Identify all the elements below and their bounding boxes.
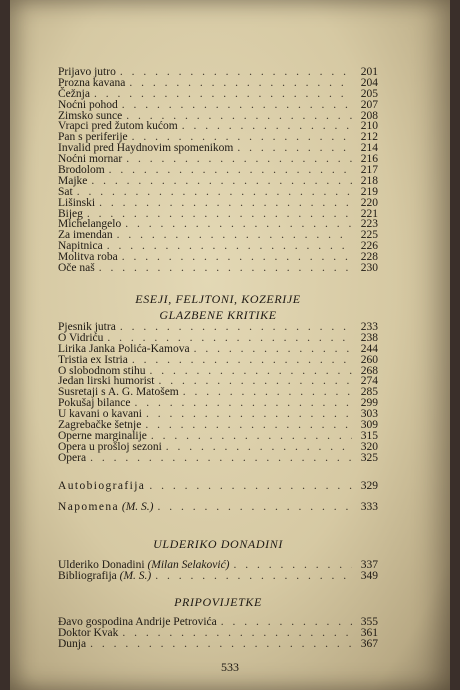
toc-entry [58,481,378,492]
dot-leader [125,219,352,230]
toc-entry-page: 214 [360,142,378,155]
toc-entry-page: 367 [360,637,378,650]
toc-list-donadini [58,560,378,582]
toc-entry-title-main: Jedan lirski humorist [58,375,155,388]
toc-entry-title-main: Bijeg [58,207,83,220]
toc-entry-title [58,453,86,464]
toc-entry-page: 238 [360,331,378,344]
toc-entry [58,176,378,187]
dot-leader [158,502,352,513]
toc-entry-page: 309 [360,419,378,432]
dot-leader [151,431,352,442]
toc-entry-page: 221 [360,207,378,220]
toc-entry-title-main: Vrapci pred žutom kućom [58,120,178,133]
dot-leader [158,376,352,387]
toc-entry-page: 299 [360,397,378,410]
toc-entry [58,187,378,198]
toc-entry-title-main: Oče naš [58,262,95,275]
toc-entry-page: 218 [360,174,378,187]
book-page [10,0,450,690]
dot-leader [99,263,352,274]
toc-entry-page: 226 [360,240,378,253]
toc-entry-page: 228 [360,251,378,264]
toc-entry-title [58,571,151,582]
toc-entry-title-note: (M. S.) [119,569,152,582]
dot-leader [120,322,352,333]
toc-notes [58,502,378,513]
dot-leader [150,366,352,377]
toc-entry [58,198,378,209]
toc-entry-page: 333 [360,501,378,513]
dot-leader [99,198,352,209]
toc-entry-page: 212 [360,131,378,144]
toc-entry [58,165,378,176]
toc-entry-title-main: Pjesnik jutra [58,321,116,333]
toc-entry [58,78,378,89]
toc-entry-page: 315 [360,429,378,442]
toc-entry-page: 268 [360,364,378,377]
toc-entry-page: 223 [360,218,378,231]
dot-leader [122,252,352,263]
toc-entry-title-main: Operne marginalije [58,429,147,442]
toc-entry [58,154,378,165]
toc-entry-page: 210 [360,120,378,133]
toc-autobiography [58,481,378,492]
toc-entry-page: 244 [360,342,378,355]
toc-entry-title-main: Dunja [58,637,87,650]
toc-list-stories [58,617,378,650]
dot-leader [155,571,352,582]
dot-leader [166,442,352,453]
toc-entry-title-main: Prijavo jutro [58,66,116,78]
toc-entry-title-main: Bibliografija [58,569,117,582]
toc-entry-title-main: Michelangelo [58,218,122,231]
toc-entry-page: 274 [360,375,378,388]
toc-entry-page: 303 [360,408,378,421]
toc-entry-title-main: Molitva roba [58,251,118,264]
toc-entry-title-main: U kavani o kavani [58,408,142,421]
toc-entry-title-main: Pokušaj bilance [58,397,131,410]
dot-leader [107,241,352,252]
toc-entry-page: 320 [360,440,378,453]
dot-leader [90,639,352,650]
toc-entry [58,322,378,333]
toc-entry-title-main: Susretaji s A. G. Matošem [58,386,179,399]
dot-leader [77,187,352,198]
toc-entry-page: 217 [360,164,378,177]
toc-entry-page: 216 [360,153,378,166]
dot-leader [149,481,352,492]
dot-leader [234,560,353,571]
toc-entry-title-main: Doktor Kvak [58,626,119,639]
toc-entry-title-main: Invalid pred Haydnovim spomenikom [58,142,234,155]
toc-entry-title-main: Zagrebačke šetnje [58,419,142,432]
toc-entry-page: 337 [360,559,378,571]
toc-entry [58,571,378,582]
toc-entry-page: 208 [360,109,378,122]
toc-entry-title-main: Noćni mornar [58,153,123,166]
toc-entry [58,502,378,513]
toc-entry-title-main: Noćni pohod [58,98,118,111]
toc-entry-title-main: Opera [58,451,87,464]
dot-leader [132,355,352,366]
dot-leader [117,230,352,241]
dot-leader [122,628,352,639]
toc-entry-page: 219 [360,185,378,198]
toc-list-poems [58,67,378,274]
dot-leader [120,67,352,78]
toc-entry-page: 329 [360,480,378,492]
toc-entry-page: 220 [360,196,378,209]
toc-entry-title-main: Ulderiko Donadini [58,559,145,571]
dot-leader [221,617,352,628]
toc-entry-title-main: Brodolom [58,164,105,177]
toc-entry-title-main: Đavo gospodina Andrije Petrovića [58,616,217,628]
section-heading-essays [58,292,378,323]
dot-leader [129,78,352,89]
toc-entry-title [58,639,86,650]
dot-leader [135,398,353,409]
toc-entry-page: 230 [360,262,378,275]
toc-entry-page: 233 [360,321,378,333]
dot-leader [87,209,352,220]
toc-entry-page: 325 [360,451,378,464]
toc-entry [58,442,378,453]
toc-entry-title: Autobiografija [58,480,146,492]
toc-entry [58,628,378,639]
dot-leader [145,420,352,431]
toc-entry-page: 207 [360,98,378,111]
dot-leader [194,344,352,355]
toc-entry [58,230,378,241]
section-heading-donadini: ULDERIKO DONADINI [153,537,283,551]
toc-entry-title-main: Napitnica [58,240,103,253]
toc-entry-title-main: Opera u prošloj sezoni [58,440,162,453]
dot-leader [146,409,352,420]
toc-entry-title-note: (M. S.) [121,501,154,513]
toc-entry-title-main: Lirika Janka Polića-Kamova [58,342,190,355]
dot-leader [183,387,352,398]
toc-entry-title-main: Tristia ex Istria [58,353,128,366]
toc-entry [58,263,378,274]
dot-leader [122,100,352,111]
toc-entry-title-main: Lišinski [58,196,96,209]
dot-leader [182,121,352,132]
toc-entry-title-main: Za imendan [58,229,113,242]
toc-entry-title-main: Pan s periferije [58,131,128,144]
toc-entry-page: 349 [360,569,378,582]
toc-entry-title [58,502,154,513]
toc-entry [58,252,378,263]
section-heading-stories: PRIPOVIJETKE [174,595,262,609]
toc-entry-title-main: Sat [58,185,73,198]
toc-entry-page: 260 [360,353,378,366]
toc-entry-page: 361 [360,626,378,639]
toc-entry-title-main: Zimsko sunce [58,109,123,122]
toc-entry [58,639,378,650]
toc-entry-page: 205 [360,87,378,100]
toc-entry-page: 201 [360,66,378,78]
toc-entry-title-main: Napomena [58,501,120,513]
toc-entry-page: 225 [360,229,378,242]
section-heading-line-1: ESEJI, FELJTONI, KOZERIJE [135,292,301,306]
toc-entry-title-main: O slobodnom stihu [58,364,146,377]
section-heading-line-2: GLAZBENE KRITIKE [159,308,277,322]
toc-entry-title-main: Majke [58,174,88,187]
toc-entry-page: 285 [360,386,378,399]
dot-leader [126,154,352,165]
toc-entry [58,453,378,464]
dot-leader [90,453,352,464]
toc-entry-title-main: Čežnja [58,87,90,100]
page-number: 533 [221,660,239,674]
toc-list-essays [58,322,378,464]
dot-leader [237,143,352,154]
dot-leader [91,176,352,187]
toc-entry-title-main: O Vidriću [58,331,104,344]
toc-entry-title [58,263,95,274]
toc-entry-title-note: (Milan Selaković) [147,559,230,571]
toc-entry-page: 204 [360,76,378,89]
dot-leader [109,165,352,176]
toc-entry-title-main: Prozna kavana [58,76,126,89]
toc-entry-page: 355 [360,616,378,628]
dot-leader [94,89,352,100]
